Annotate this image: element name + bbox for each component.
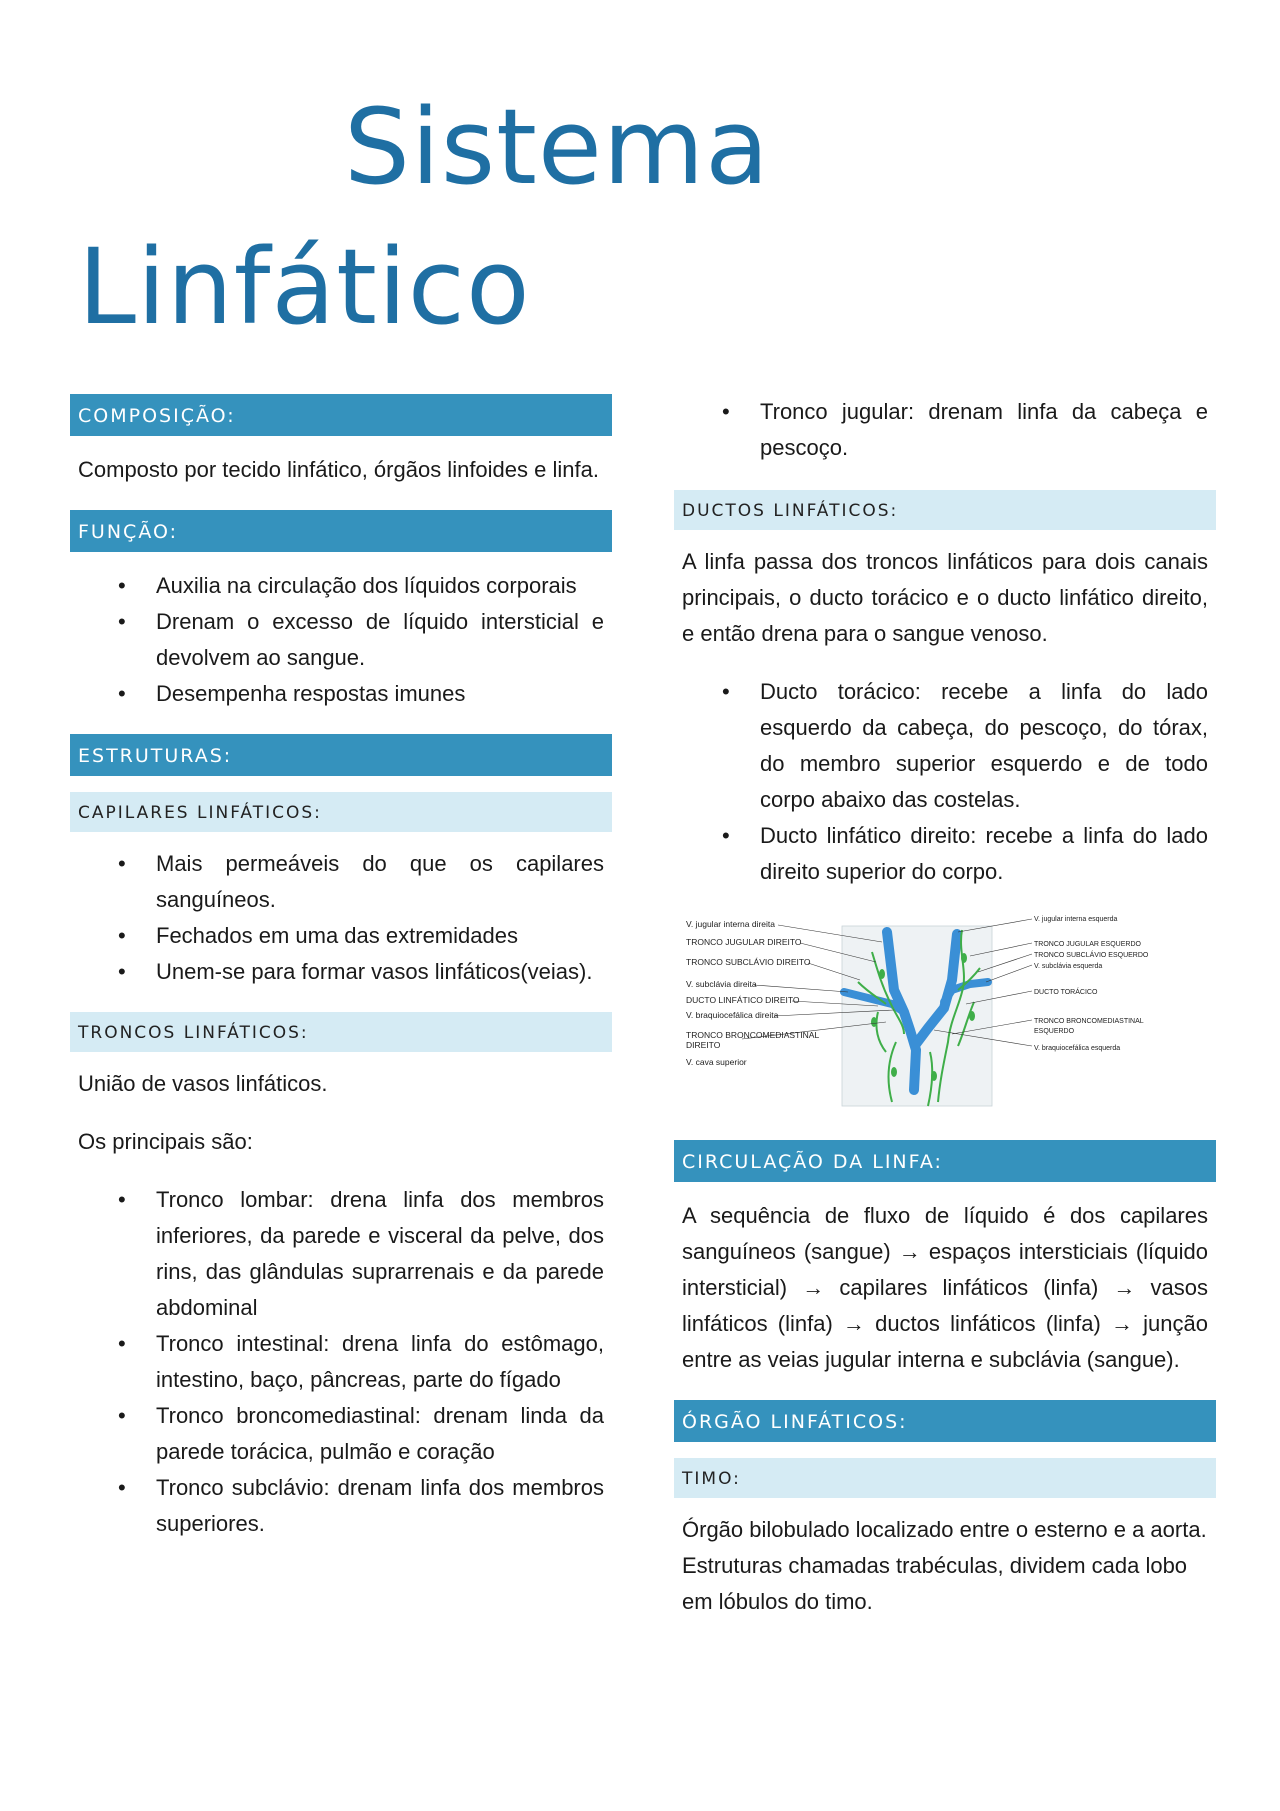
fig-label: V. jugular interna esquerda	[1034, 916, 1118, 923]
list-item: • Tronco subclávio: drenam linfa dos membros superiores.	[156, 1470, 604, 1542]
list-item: • Tronco jugular: drenam linfa da cabeça e pescoço.	[760, 394, 1208, 466]
heading-orgao: ÓRGÃO LINFÁTICOS:	[674, 1400, 1216, 1442]
subheading-troncos: TRONCOS LINFÁTICOS:	[70, 1012, 612, 1052]
heading-composicao: COMPOSIÇÃO:	[70, 394, 612, 436]
troncos-list-continued	[674, 394, 1216, 466]
ductos-list	[674, 674, 1216, 890]
troncos-intro: Os principais são:	[78, 1129, 253, 1154]
fig-label: TRONCO JUGULAR DIREITO	[686, 937, 802, 947]
list-item: • Drenam o excesso de líquido intersticial e devolvem ao sangue.	[156, 604, 604, 676]
document-title-line1: Sistema	[344, 86, 770, 208]
subheading-capilares: CAPILARES LINFÁTICOS:	[70, 792, 612, 832]
list-item: • Ducto linfático direito: recebe a linfa do lado direito superior do corpo.	[760, 818, 1208, 890]
fig-label: TRONCO SUBCLÁVIO ESQUERDO	[1034, 952, 1149, 959]
fig-label: DUCTO LINFÁTICO DIREITO	[686, 995, 800, 1005]
timo-text: Órgão bilobulado localizado entre o esterno e a aorta. Estruturas chamadas trabéculas, dividem cada lobo em lóbulos do timo.	[682, 1517, 1207, 1614]
fig-label: DUCTO TORÁCICO	[1034, 989, 1098, 996]
heading-estruturas: ESTRUTURAS:	[70, 734, 612, 776]
troncos-text: União de vasos linfáticos.	[78, 1071, 328, 1096]
fig-label: ESQUERDO	[1034, 1028, 1075, 1035]
list-item: • Tronco intestinal: drena linfa do estômago, intestino, baço, pâncreas, parte do fígado	[156, 1326, 604, 1398]
fig-label: TRONCO JUGULAR ESQUERDO	[1034, 941, 1141, 948]
figure-labels-right	[1034, 916, 1149, 1052]
subheading-ductos: DUCTOS LINFÁTICOS:	[674, 490, 1216, 530]
fig-label: V. subclávia esquerda	[1034, 963, 1103, 970]
ductos-text: A linfa passa dos troncos linfáticos para dois canais principais, o ducto torácico e o ducto linfático direito, e então drena para o sangue venoso.	[682, 549, 1208, 646]
fig-label: V. jugular interna direita	[686, 919, 775, 929]
heading-circulacao: CIRCULAÇÃO DA LINFA:	[674, 1140, 1216, 1182]
left-column	[70, 394, 612, 1564]
fig-label: TRONCO BRONCOMEDIASTINAL	[686, 1030, 820, 1040]
list-item: • Tronco lombar: drena linfa dos membros inferiores, da parede e visceral da pelve, dos rins, das glândulas suprarrenais e da parede abdominal	[156, 1182, 604, 1326]
fig-label: V. cava superior	[686, 1057, 747, 1067]
fig-label: V. braquiocefálica direita	[686, 1010, 779, 1020]
list-item: • Desempenha respostas imunes	[156, 676, 604, 712]
list-item: • Mais permeáveis do que os capilares sanguíneos.	[156, 846, 604, 918]
fig-label: V. braquiocefálica esquerda	[1034, 1045, 1121, 1052]
troncos-list	[70, 1182, 612, 1542]
heading-funcao: FUNÇÃO:	[70, 510, 612, 552]
composicao-text: Composto por tecido linfático, órgãos linfoides e linfa.	[78, 457, 599, 482]
lymphatic-ducts-figure	[682, 912, 1149, 1112]
figure-labels-left	[686, 919, 819, 1067]
funcao-list	[70, 568, 612, 712]
document-title-line2: Linfático	[78, 226, 531, 348]
right-column	[674, 394, 1216, 1642]
fig-label: TRONCO SUBCLÁVIO DIREITO	[686, 957, 811, 967]
fig-label: DIREITO	[686, 1040, 721, 1050]
fig-label: V. subclávia direita	[686, 979, 757, 989]
list-item: • Ducto torácico: recebe a linfa do lado esquerdo da cabeça, do pescoço, do tórax, do membro superior esquerdo e de todo corpo abaixo das costelas.	[760, 674, 1208, 818]
lymphatic-ducts-illustration	[682, 912, 1149, 1112]
list-item: • Unem-se para formar vasos linfáticos(veias).	[156, 954, 604, 990]
fig-label: TRONCO BRONCOMEDIASTINAL	[1034, 1018, 1144, 1025]
subheading-timo: TIMO:	[674, 1458, 1216, 1498]
list-item: • Fechados em uma das extremidades	[156, 918, 604, 954]
list-item: • Auxilia na circulação dos líquidos corporais	[156, 568, 604, 604]
capilares-list	[70, 846, 612, 990]
circulacao-text: A sequência de fluxo de líquido é dos capilares sanguíneos (sangue) → espaços intersticiais (líquido intersticial) → capilares linfáticos (linfa) → vasos linfáticos (linfa) → ductos linfáticos (linfa) → junção entre as veias jugular interna e subclávia (sangue).	[682, 1203, 1208, 1372]
list-item: • Tronco broncomediastinal: drenam linda da parede torácica, pulmão e coração	[156, 1398, 604, 1470]
